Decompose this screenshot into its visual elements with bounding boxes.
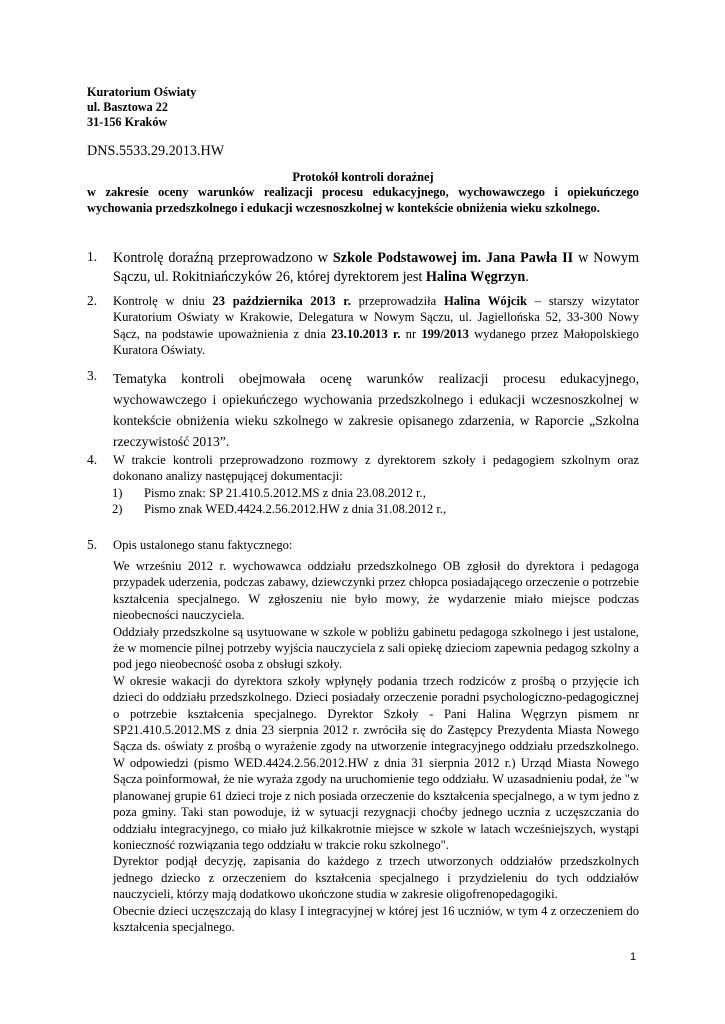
- org-street: ul. Basztowa 22: [87, 100, 168, 114]
- paragraph: We wrześniu 2012 r. wychowawca oddziału przedszkolnego OB zgłosił do dyrektora i pedagoga przypadek uderzenia, podczas zabawy, dziewczynki przez chłopca posiadającego orzeczenie o potrzebie kształcenia specjalnego. W zgłoszeniu nie było mowy, że wydarzenie miało miejsce podczas nieobecności nauczyciela.: [113, 559, 639, 623]
- list-marker: 1): [112, 486, 123, 500]
- list-text: Pismo znak WED.4424.2.56.2012.HW z dnia 31.08.2012 r.,: [144, 502, 447, 516]
- list-text: Pismo znak: SP 21.410.5.2012.MS z dnia 23.08.2012 r.,: [144, 486, 426, 500]
- section-number: 1.: [87, 249, 98, 264]
- page-number: 1: [630, 951, 637, 963]
- paragraph: Oddziały przedszkolne są usytuowane w szkole w pobliżu gabinetu pedagoga szkolnego i jest ustalone, że w momencie pilnej potrzeby wyjścia nauczyciela z sali opiekę dzieciom zapewnia pedagog szkolny a pod jego nieobecność osoba z obsługi szkoły.: [113, 624, 639, 672]
- paragraph: Obecnie dzieci uczęszczają do klasy I integracyjnej w której jest 16 uczniów, w tym 4 z orzeczeniem do kształcenia specjalnego.: [113, 903, 639, 934]
- text-run: przeprowadziła: [350, 294, 444, 308]
- org-city: 31-156 Kraków: [87, 115, 168, 129]
- list-marker: 2): [112, 502, 123, 516]
- text-run: – starszy wizytator Kuratorium Oświaty w Krakowie, Delegatura w Nowym Sączu, ul. Jagiellońska 52, 33-300 Nowy Sącz, na podstawie upoważnienia z dnia: [113, 294, 639, 341]
- facts-description: [113, 558, 639, 935]
- section-4: [87, 452, 639, 486]
- section-text: Tematyka kontroli obejmowała ocenę warunków realizacji procesu edukacyjnego, wychowawczego i opiekuńczego wychowania przedszkolnego i edukacji wczesnoszkolnej w kontekście obniżenia wieku szkolnego w zakresie opisanego zdarzenia, w Raporcie „Szkolna rzeczywistość 2013”.: [113, 371, 639, 449]
- document-title: [87, 170, 639, 216]
- reference-number: DNS.5533.29.2013.HW: [87, 143, 225, 159]
- section-number: 5.: [87, 537, 98, 552]
- section-3: [87, 368, 639, 450]
- paragraph: W okresie wakacji do dyrektora szkoły wpłynęły podania trzech rodziców z prośbą o przyjęcie ich dzieci do oddziału przedszkolnego. Dzieci posiadały orzeczenie poradni psychologiczno-pedagogicznej o potrzebie kształcenia specjalnego. Dyrektor Szkoły - Pani Halina Węgrzyn pismem nr SP21.410.5.2012.MS z dnia 23 sierpnia 2012 r. zwróciła się do Zastępcy Prezydenta Miasta Nowego Sącza ds. oświaty z prośbą o wyrażenie zgody na utworzenie integracyjnego oddziału przedszkolnego. W odpowiedzi (pismo WED.4424.2.56.2012.HW z dnia 31 sierpnia 2012 r.) Urząd Miasta Nowego Sącza poinformował, że nie wyraża zgody na uruchomienie tego oddziału. W uzasadnieniu podał, że "w planowanej grupie 61 dzieci troje z nich posiada orzeczenie do kształcenia specjalnego, a w tym jedno z poza gminy. Taki stan powoduje, iż w sytuacji rezygnacji choćby jednego ucznia z uczęszczania do oddziału integracyjnego, co miało już kilkakrotnie miejsce w szkole w latach wcześniejszych, wystąpi konieczność rozwiązania tego oddziału w trakcie roku szkolnego".: [113, 673, 639, 852]
- text-run: w Nowym Sączu, ul. Rokitniańczyków 26, której dyrektorem jest: [113, 250, 639, 286]
- org-name: Kuratorium Oświaty: [87, 85, 197, 99]
- section-5: [87, 537, 639, 555]
- school-name: Szkole Podstawowej im. Jana Pawła II: [332, 250, 574, 266]
- text-run: .: [525, 269, 529, 286]
- paragraph: Dyrektor podjął decyzję, zapisania do każdego z trzech utworzonych oddziałów przedszkolnych jednego dziecko z orzeczeniem do kształcenia specjalnego i przydzieleniu do tych oddziałów nauczycieli, którzy mają dodatkowo ukończone studia w zakresie oligofrenopedagogiki.: [113, 854, 639, 902]
- text-run: wydanego przez Małopolskiego Kuratora Oświaty.: [113, 326, 639, 358]
- section-text: [113, 249, 639, 288]
- text-run: Kontrolę doraźną przeprowadzono w: [113, 250, 333, 266]
- sender-address: [87, 85, 196, 130]
- title-heading: Protokół kontroli doraźnej: [292, 170, 434, 184]
- inspection-date: 23 października 2013 r.: [212, 294, 351, 308]
- authorization-number: 199/2013: [421, 326, 469, 341]
- section-heading: Opis ustalonego stanu faktycznego:: [113, 538, 293, 552]
- title-subject: w zakresie oceny warunków realizacji procesu edukacyjnego, wychowawczego i opiekuńczego wychowania przedszkolnego i edukacji wczesnoszkolnej w kontekście obniżenia wieku szkolnego.: [87, 185, 639, 215]
- director-name: Halina Węgrzyn: [425, 269, 526, 286]
- section-text: W trakcie kontroli przeprowadzono rozmowy z dyrektorem szkoły i pedagogiem szkolnym oraz dokonano analizy następującej dokumentacji:: [113, 453, 639, 484]
- text-run: Kontrolę w dniu: [113, 294, 213, 308]
- section-text: [113, 293, 639, 359]
- text-run: nr: [400, 326, 422, 341]
- inspector-name: Halina Wójcik: [443, 294, 528, 308]
- section-number: 4.: [87, 452, 98, 467]
- authorization-date: 23.10.2013 r.: [331, 326, 401, 341]
- section-2: [87, 293, 639, 361]
- section-1: [87, 249, 639, 289]
- section-number: 3.: [87, 368, 98, 383]
- section-number: 2.: [87, 293, 98, 308]
